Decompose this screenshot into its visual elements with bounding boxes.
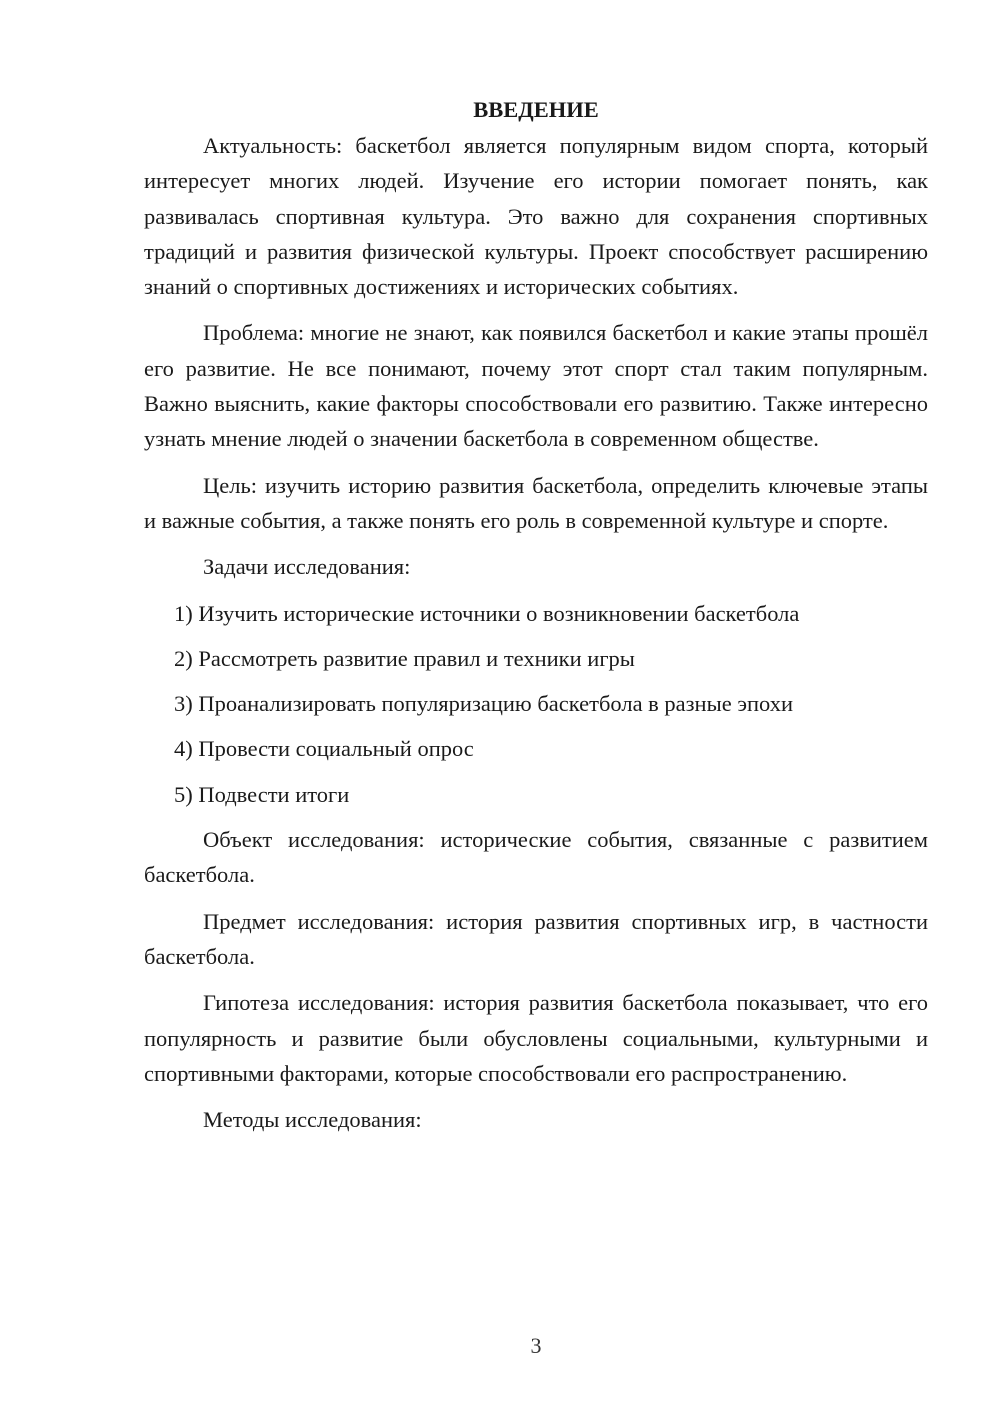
paragraph-relevance: Актуальность: баскетбол является популярным видом спорта, который интересует многих людей. Изучение его истории помогает понять, как развивалась спортивная культура. Это важно для сохранения спортивных традиций и развития физической культуры. Проект способствует расширению знаний о спортивных достижениях и исторических событиях. bbox=[144, 133, 928, 300]
paragraph-object: Объект исследования: исторические события, связанные с развитием баскетбола. bbox=[144, 827, 928, 888]
task-item: 5) Подвести итоги bbox=[174, 781, 350, 807]
paragraph-methods: Методы исследования: bbox=[203, 1107, 422, 1133]
task-list bbox=[144, 596, 928, 812]
paragraph-subject: Предмет исследования: история развития спортивных игр, в частности баскетбола. bbox=[144, 908, 928, 969]
task-item: 3) Проанализировать популяризацию баскетбола в разные эпохи bbox=[174, 691, 794, 717]
paragraph-problem: Проблема: многие не знают, как появился баскетбол и какие этапы прошёл его развитие. Не все понимают, почему этот спорт стал таким популярным. Важно выяснить, какие факторы способствовали его развитию. Также интересно узнать мнение людей о значении баскетбола в современном обществе. bbox=[144, 320, 928, 452]
paragraph-goal: Цель: изучить историю развития баскетбола, определить ключевые этапы и важные события, а также понять его роль в современной культуре и спорте. bbox=[144, 472, 928, 533]
paragraph-tasks-title: Задачи исследования: bbox=[203, 554, 411, 580]
section-heading: ВВЕДЕНИЕ bbox=[473, 97, 599, 122]
paragraph-hypothesis: Гипотеза исследования: история развития баскетбола показывает, что его популярность и развитие были обусловлены социальными, культурными и спортивными факторами, которые способствовали его распространению. bbox=[144, 990, 928, 1086]
page-number: 3 bbox=[530, 1333, 542, 1358]
page-content bbox=[144, 92, 928, 1148]
task-item: 4) Провести социальный опрос bbox=[174, 736, 474, 762]
task-item: 2) Рассмотреть развитие правил и техники игры bbox=[174, 645, 635, 671]
task-item: 1) Изучить исторические источники о возникновении баскетбола bbox=[174, 600, 800, 626]
